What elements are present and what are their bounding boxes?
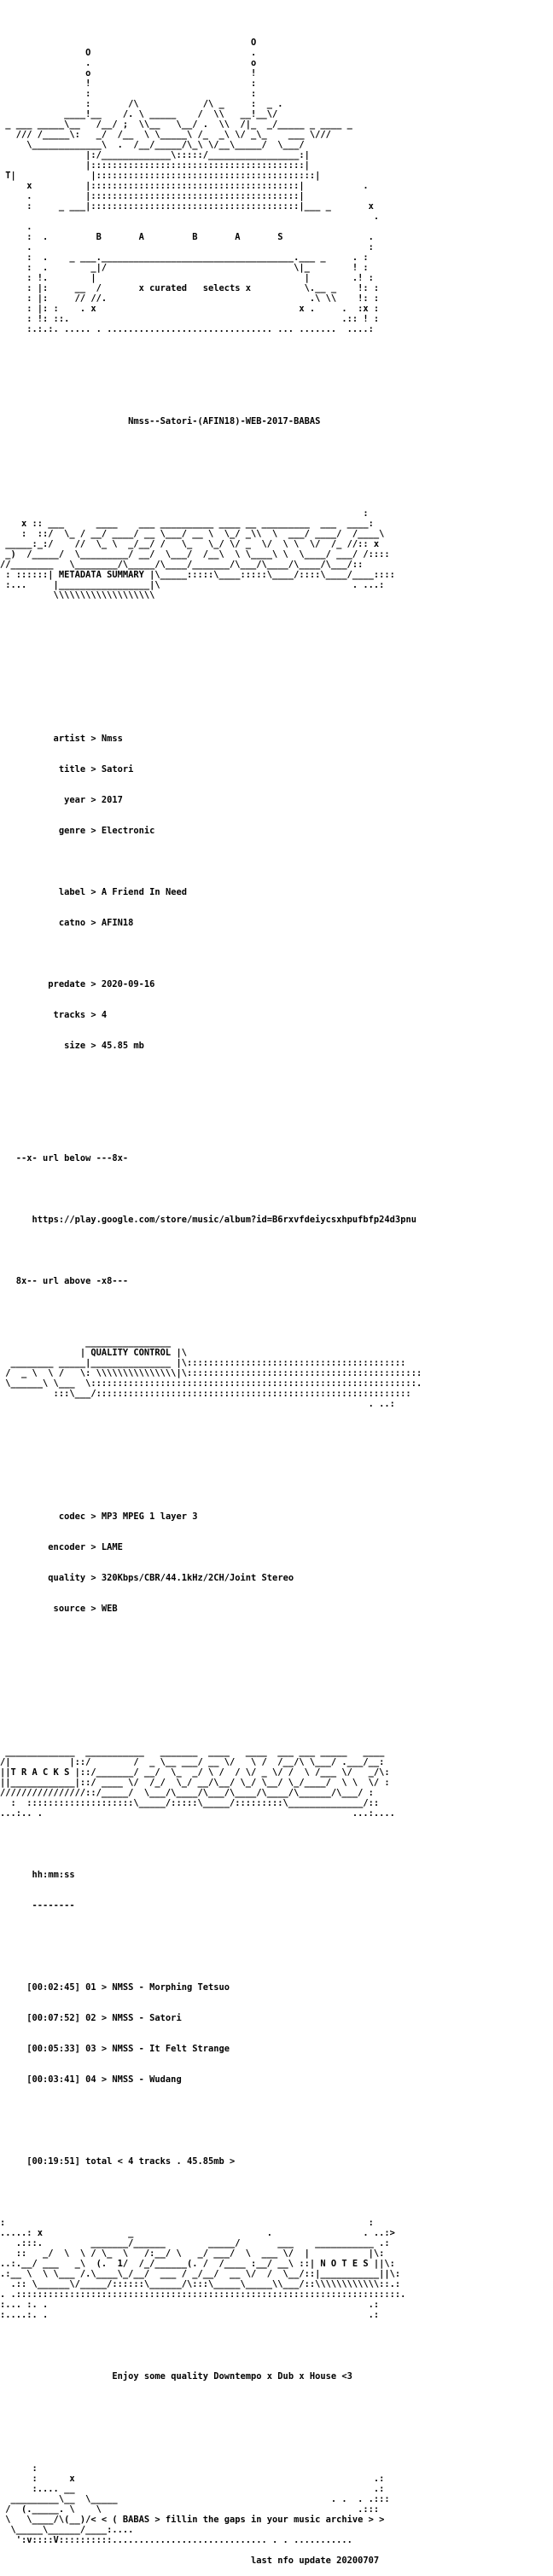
art-line: .:__ \ \ \___ /.\____\_/__/ ___ / _/__/ __ \/ / \__/::|___________||\: xyxy=(0,2269,401,2279)
art-line: . ..: xyxy=(0,1399,395,1409)
metadata-value-title: Satori xyxy=(101,764,134,775)
art-line: :.... __ .: xyxy=(0,2484,385,2494)
art-line: \______\ \___ \:::::::::::::::::::::::::::::::::::::::::::::::::::::::::::::. xyxy=(0,1378,422,1389)
art-line: :: _/ \ \ / \_ \ /:__/ \ _/ ___/ \ ___ \/ | |\: xyxy=(0,2248,385,2259)
notes-line xyxy=(0,2371,553,2382)
album-url-link[interactable]: https://play.google.com/store/music/album?id=B6rxvfdeiycsxhpufbfp24d3pnu xyxy=(32,1215,416,1225)
art-line: :... |_________________|\ . ...: xyxy=(0,580,385,590)
tracks-total xyxy=(0,2156,553,2167)
art-line: _____:_:/ // \_ \ _/__/ / \_ \_/ \/ _ \/ \ \ \/ /_ //:: x xyxy=(0,539,380,549)
url-below-marker xyxy=(0,1153,553,1163)
metadata-value-artist: Nmss xyxy=(101,734,123,744)
art-line: : : xyxy=(0,2218,374,2228)
art-line: ________ _____|_______________ |\::::::::::::::::::::::::::::::::::::::::: xyxy=(0,1358,406,1368)
art-line: //________ \________/\_____/\____/_______/\___/\____/\____/\___/:: xyxy=(0,560,364,570)
art-line: . o xyxy=(0,58,257,68)
tracks-banner-art xyxy=(0,1747,553,1819)
quality-section xyxy=(0,1491,553,1634)
art-line: \_____\______/____:.... xyxy=(0,2525,134,2535)
metadata-row: predate > 2020-09-16 xyxy=(0,979,155,989)
release-name: Nmss--Satori-(AFIN18)-WEB-2017-BABAS xyxy=(128,416,321,426)
metadata-value-predate: 2020-09-16 xyxy=(101,979,155,989)
art-line: _________\__ \_____ . . . .::: xyxy=(0,2494,390,2504)
notes-text: Enjoy some quality Downtempo x Dub x House <3 xyxy=(112,2371,352,2382)
art-line: |:/_____________\:::::/_________________:| xyxy=(0,150,310,160)
tracks-total-text: [00:19:51] total < 4 tracks . 45.85mb > xyxy=(26,2156,236,2167)
url-line xyxy=(0,1215,553,1225)
metadata-row: year > 2017 xyxy=(0,795,123,805)
tracks-header-text: hh:mm:ss xyxy=(32,1870,75,1880)
art-line: ////////////////::/_____/ \___/\____/\___/\____/\____/\______/\___/ : xyxy=(0,1788,374,1798)
release-name-line xyxy=(0,416,553,426)
art-line: : xyxy=(0,2463,38,2474)
art-line: : : xyxy=(0,89,257,99)
art-line: : . _|/ \|_ ! : xyxy=(0,263,369,273)
notes-banner-art xyxy=(0,2218,553,2320)
quality-value-quality: 320Kbps/CBR/44.1kHz/2CH/Joint Stereo xyxy=(101,1573,294,1583)
metadata-label-tracks: tracks xyxy=(0,1010,86,1020)
quality-label-source: source xyxy=(0,1604,86,1614)
art-line: :.:.:. ..... . ............................... ... ....... ....: xyxy=(0,324,374,334)
metadata-section xyxy=(0,713,553,1071)
art-line: : x .: xyxy=(0,2474,385,2484)
art-line: \ \____/\(__)/< < ( BABAS > fillin the gaps in your music archive > > xyxy=(0,2515,385,2525)
art-line: \_____________\ . /__/_____/\_\ \/__\_____/ \___/ xyxy=(0,140,305,150)
quality-value-source: WEB xyxy=(101,1604,118,1614)
track-item xyxy=(0,2074,553,2085)
quality-label-encoder: encoder xyxy=(0,1542,86,1552)
quality-row: source > WEB xyxy=(0,1604,118,1614)
art-line: _ ___ _____\__ /__/ ; \\__ \__/ . \\ /|_ _/_____ _ ____ _ xyxy=(0,119,352,130)
art-line: : !: ::. .:: ! : xyxy=(0,314,380,324)
art-line: : ::::::| METADATA SUMMARY |\_____:::::\____:::::\____/::::\____/____:::: xyxy=(0,570,395,580)
metadata-row: genre > Electronic xyxy=(0,826,155,836)
art-line: ! : xyxy=(0,78,257,89)
metadata-label-label: label xyxy=(0,887,86,897)
art-line: : |: // //. .\ \\ !: : xyxy=(0,293,380,304)
metadata-banner-art xyxy=(0,508,553,600)
metadata-label-genre: genre xyxy=(0,826,86,836)
metadata-label-title: title xyxy=(0,764,86,775)
art-line: ..:.__/ ___ _\ (. 1/ /_/______(. / /____ :__/ __\ ::| N O T E S ||\: xyxy=(0,2259,395,2269)
art-line: . |:::::::::::::::::::::::::::::::::::::::| xyxy=(0,191,305,201)
track-item xyxy=(0,2013,553,2023)
art-line: \\\\\\\\\\\\\\\\\\\ xyxy=(0,590,155,600)
track-list xyxy=(0,1962,553,2105)
tracks-underline xyxy=(0,1900,553,1911)
track-item xyxy=(0,1982,553,1993)
art-line: . xyxy=(0,222,32,232)
quality-label-codec: codec xyxy=(0,1511,86,1522)
track-1: [00:02:45] 01 > NMSS - Morphing Tetsuo xyxy=(26,1982,230,1993)
art-line: . xyxy=(0,212,380,222)
art-line: o ! xyxy=(0,68,257,78)
url-below-text: --x- url below ---8x- xyxy=(15,1153,129,1163)
track-4: [00:03:41] 04 > NMSS - Wudang xyxy=(26,2074,182,2085)
metadata-row: catno > AFIN18 xyxy=(0,918,134,928)
metadata-label-size: size xyxy=(0,1041,86,1051)
art-line: : |: __ / x curated selects x \.__ _ !: : xyxy=(0,283,380,293)
track-item xyxy=(0,2044,553,2054)
tracks-header xyxy=(0,1870,553,1880)
metadata-value-label: A Friend In Need xyxy=(101,887,187,897)
art-line: : ::::::::::::::::::::\_____/:::::\_____/:::::::::\______________/:: xyxy=(0,1798,380,1808)
art-line: /// /_____\: _/ /__ \ \_____\ /_ _\ \/ _\_ ___ \/// xyxy=(0,130,331,140)
tracks-underline-text: -------- xyxy=(32,1900,75,1911)
art-line: : . B A B A S . xyxy=(0,232,374,242)
metadata-value-year: 2017 xyxy=(101,795,123,805)
footer-art xyxy=(0,2463,553,2566)
art-line: . .::::::::::::::::::::::::::::::::::::::::::::::::::::::::::::::::::::::::. xyxy=(0,2289,406,2300)
metadata-row: artist > Nmss xyxy=(0,734,123,744)
art-line: / _ \ \ / \: \\\\\\\\\\\\\\\|\:::::::::::::::::::::::::::::::::::::::::::: xyxy=(0,1368,422,1378)
art-line: ||T R A C K S |::/_______/ __/ \_ _/ \ / / \/ _ \/ / \ /___ \/ _/\: xyxy=(0,1767,390,1778)
metadata-row: size > 45.85 mb xyxy=(0,1041,144,1051)
quality-value-encoder: LAME xyxy=(101,1542,123,1552)
art-line xyxy=(0,2545,553,2556)
nfo-document xyxy=(0,7,553,2576)
art-line: : /\ /\ _ : _ . xyxy=(0,99,283,109)
art-line: ||____________|::/ ____ \/ /_/ \_/ __/\__/ \_/ \__/ \_/____/ \ \ \/ : xyxy=(0,1778,390,1788)
art-line: :....:. . .: xyxy=(0,2310,380,2320)
art-line: ________________ xyxy=(0,1337,172,1348)
art-line: T| |:::::::::::::::::::::::::::::::::::::::::| xyxy=(0,171,321,181)
art-line: O . xyxy=(0,48,257,58)
art-line: ____!__ /. \ _____ / \\ __!__\/ xyxy=(0,109,278,119)
metadata-value-catno: AFIN18 xyxy=(101,918,134,928)
art-line: _) /_____/ \_________/ __/ \___/ /__\ \ \____\ \ \____/ ___/ /:::: xyxy=(0,549,390,560)
art-line: : . _ ___.____________________________________.___ _ . : xyxy=(0,252,369,263)
quality-row: encoder > LAME xyxy=(0,1542,123,1552)
art-line xyxy=(0,27,553,38)
babas-logo-art xyxy=(0,27,553,334)
art-line: : _ ___|:::::::::::::::::::::::::::::::::::::::|___ _ x xyxy=(0,201,374,212)
art-line: : xyxy=(0,508,369,519)
art-line: .....: x _ . . ..:> xyxy=(0,2228,395,2238)
art-line: .:::. _______/______ _____/ ___ ___________ .: xyxy=(0,2238,390,2248)
quality-row: codec > MP3 MPEG 1 layer 3 xyxy=(0,1511,198,1522)
metadata-value-genre: Electronic xyxy=(101,826,155,836)
art-line: last nfo update 20200707 xyxy=(0,2556,380,2566)
quality-control-banner-art xyxy=(0,1337,553,1409)
art-line: : ::/ \_ / __/ ____/ __ \___/ __ \ \_/ _\\ \ ___/ ____/ /____\ xyxy=(0,529,385,539)
art-line: ...:.. . ...:.... xyxy=(0,1808,395,1819)
art-line: |::::::::::::::::::::::::::::::::::::::::| xyxy=(0,160,310,171)
quality-label-quality: quality xyxy=(0,1573,86,1583)
art-line: / (._____. \ \ .::: xyxy=(0,2504,380,2515)
metadata-label-catno: catno xyxy=(0,918,86,928)
metadata-value-tracks: 4 xyxy=(101,1010,108,1020)
quality-row: quality > 320Kbps/CBR/44.1kHz/2CH/Joint Stereo xyxy=(0,1573,294,1583)
art-line: ':v::::V::::::::::............................. . . ........... xyxy=(0,2535,352,2545)
url-above-text: 8x-- url above -x8--- xyxy=(15,1276,129,1286)
art-line: /| |::/ / _ \__ ___/ __ \/ \ / /__/\ \___/ .___/__: xyxy=(0,1757,385,1767)
url-above-marker xyxy=(0,1276,553,1286)
art-line: .:: \______\/_____/::::::\______/\:::\_____\_____\\___/::\\\\\\\\\\\\::.: xyxy=(0,2279,401,2289)
art-line: : |: : . x x . . :x : xyxy=(0,304,380,314)
art-line: : !. | | .! : xyxy=(0,273,374,283)
art-line: _____________ ___________ _______ ____ ____ ___ ___ _____ ____ xyxy=(0,1747,385,1757)
metadata-row: title > Satori xyxy=(0,764,134,775)
art-line: | QUALITY CONTROL |\ xyxy=(0,1348,187,1358)
art-line: O xyxy=(0,38,257,48)
metadata-label-artist: artist xyxy=(0,734,86,744)
track-3: [00:05:33] 03 > NMSS - It Felt Strange xyxy=(26,2044,230,2054)
metadata-row: tracks > 4 xyxy=(0,1010,108,1020)
metadata-label-predate: predate xyxy=(0,979,86,989)
track-2: [00:07:52] 02 > NMSS - Satori xyxy=(26,2013,182,2023)
art-line: :... :. . .: xyxy=(0,2300,380,2310)
art-line: . : xyxy=(0,242,374,252)
quality-value-codec: MP3 MPEG 1 layer 3 xyxy=(101,1511,198,1522)
metadata-label-year: year xyxy=(0,795,86,805)
art-line: x |:::::::::::::::::::::::::::::::::::::::| . xyxy=(0,181,369,191)
metadata-value-size: 45.85 mb xyxy=(101,1041,144,1051)
metadata-row: label > A Friend In Need xyxy=(0,887,187,897)
art-line: x :: ___ ____ ___ __________ ____ __ _________ ___ ____: xyxy=(0,519,374,529)
art-line: :::\___/::::::::::::::::::::::::::::::::::::::::::::::::::::::::::: xyxy=(0,1389,411,1399)
